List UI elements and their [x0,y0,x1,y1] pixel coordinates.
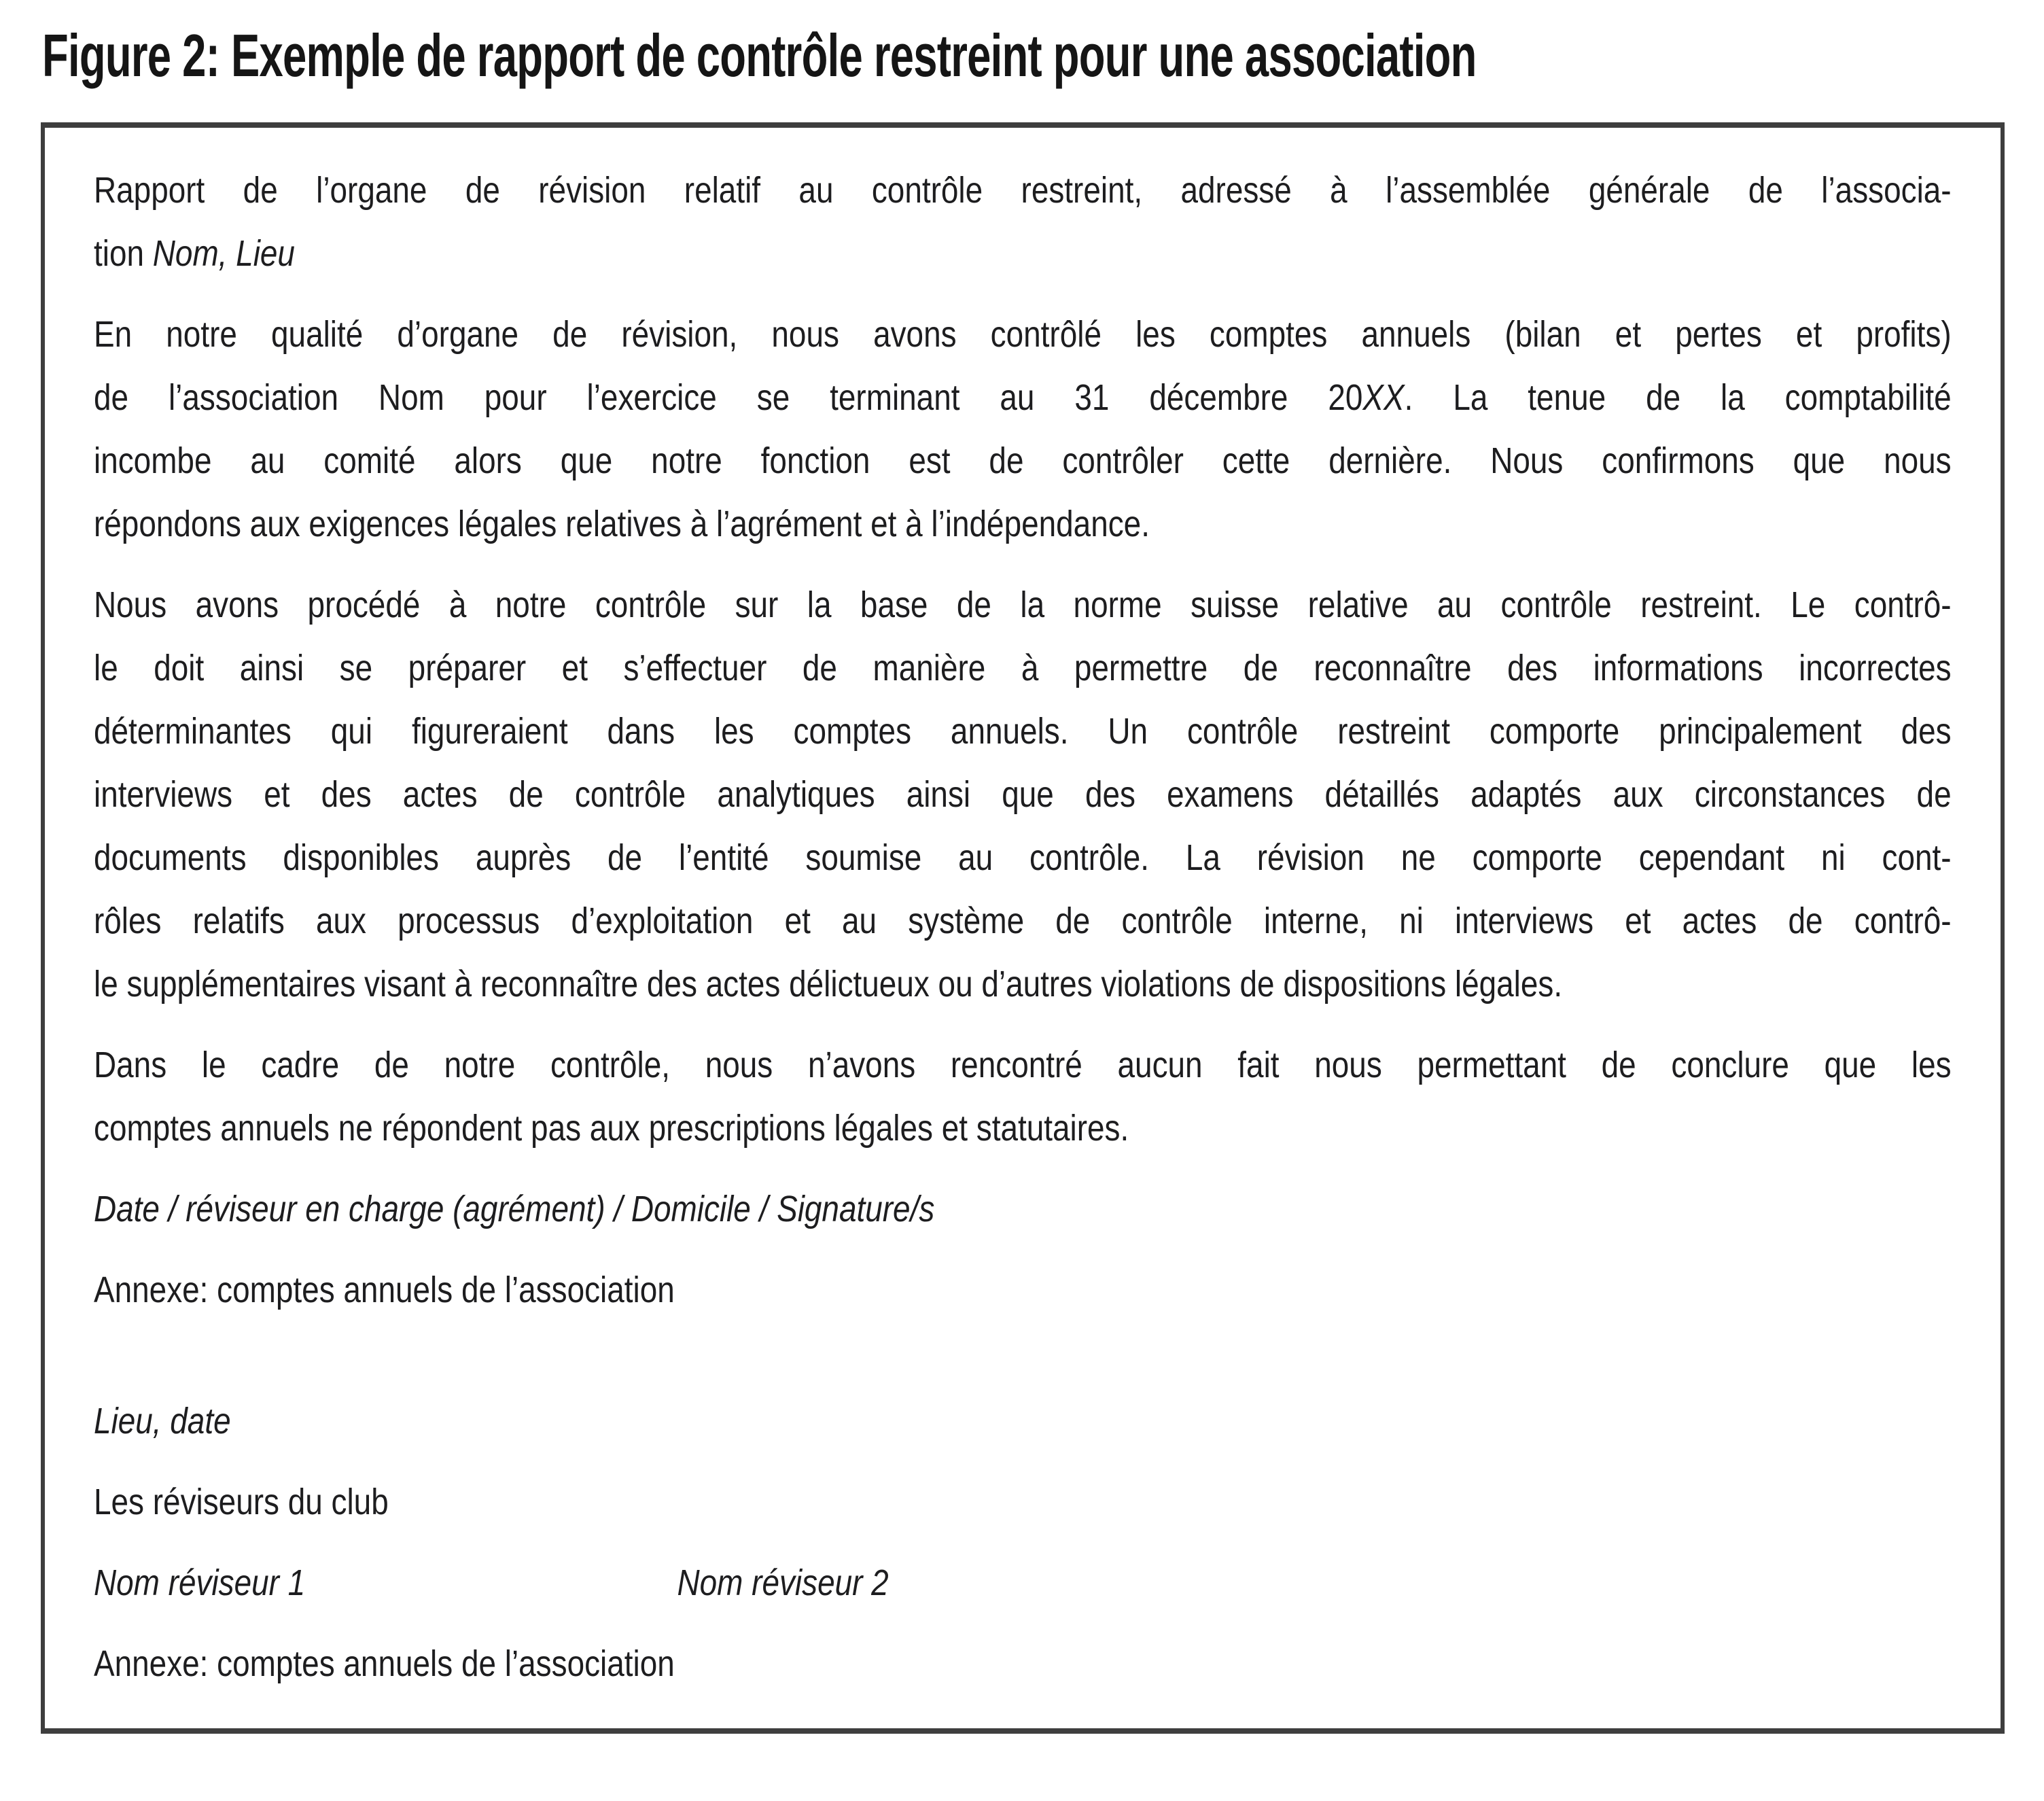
text-segment: de l’association Nom pour l’exercice se terminant au 31 décembre 20 [94,377,1363,418]
paragraph-reviewers-label [94,1471,1952,1534]
report-box [41,122,2005,1734]
text-line [94,1552,1952,1615]
text-line: Les réviseurs du club [94,1482,389,1522]
text-line: Date / réviseur en charge (agrément) / Domicile / Signature/s [94,1189,935,1229]
text-line: rôles relatifs aux processus d’exploitation et au système de contrôle interne, ni interviews et actes de contrô- [94,900,1952,941]
paragraph-salutation [94,159,1952,285]
text-line: interviews et des actes de contrôle analytiques ainsi que des examens détaillés adaptés aux circonstances de [94,774,1952,815]
text-line: Lieu, date [94,1401,231,1441]
paragraph-mandate [94,303,1952,556]
text-segment: tion [94,233,153,274]
text-line: Rapport de l’organe de révision relatif au contrôle restreint, adressé à l’assemblée générale de l’associa- [94,170,1952,211]
paragraph-annex-1 [94,1259,1952,1322]
paragraph-place-date [94,1390,1952,1453]
report-content [94,159,1952,1696]
reviewer-2-name: Nom réviseur 2 [677,1562,889,1603]
text-line: déterminantes qui figureraient dans les comptes annuels. Un contrôle restreint comporte principalement des [94,711,1952,752]
text-line: Dans le cadre de notre contrôle, nous n’avons rencontré aucun fait nous permettant de conclure que les [94,1045,1952,1085]
text-line: Nous avons procédé à notre contrôle sur la base de la norme suisse relative au contrôle restreint. Le contrô- [94,584,1952,625]
reviewer-1-name: Nom réviseur 1 [94,1562,306,1603]
text-segment-italic: Nom, Lieu [152,233,295,274]
text-line: Annexe: comptes annuels de l’association [94,1270,675,1310]
text-line: En notre qualité d’organe de révision, nous avons contrôlé les comptes annuels (bilan et pertes et profits) [94,314,1952,355]
text-segment-italic: XX [1362,377,1405,418]
text-line [94,222,1952,285]
text-line: Annexe: comptes annuels de l’association [94,1643,675,1684]
paragraph-procedure [94,574,1952,1016]
paragraph-signature-placeholder [94,1178,1952,1241]
text-line: documents disponibles auprès de l’entité soumise au contrôle. La révision ne comporte cependant ni cont- [94,837,1952,878]
text-line: comptes annuels ne répondent pas aux prescriptions légales et statutaires. [94,1108,1129,1149]
text-line: le doit ainsi se préparer et s’effectuer de manière à permettre de reconnaître des informations incorrectes [94,648,1952,688]
text-segment: . La tenue de la comptabilité [1404,377,1952,418]
paragraph-conclusion [94,1034,1952,1160]
text-line: répondons aux exigences légales relatives à l’agrément et à l’indépendance. [94,504,1150,544]
paragraph-annex-2 [94,1632,1952,1696]
text-line: incombe au comité alors que notre fonction est de contrôler cette dernière. Nous confirmons que nous [94,440,1952,481]
paragraph-reviewer-names [94,1552,1952,1615]
text-line [94,366,1952,430]
figure-title: Figure 2: Exemple de rapport de contrôle restreint pour une association [42,22,1477,89]
text-line: le supplémentaires visant à reconnaître des actes délictueux ou d’autres violations de dispositions légales. [94,964,1563,1004]
page [0,23,2044,1801]
